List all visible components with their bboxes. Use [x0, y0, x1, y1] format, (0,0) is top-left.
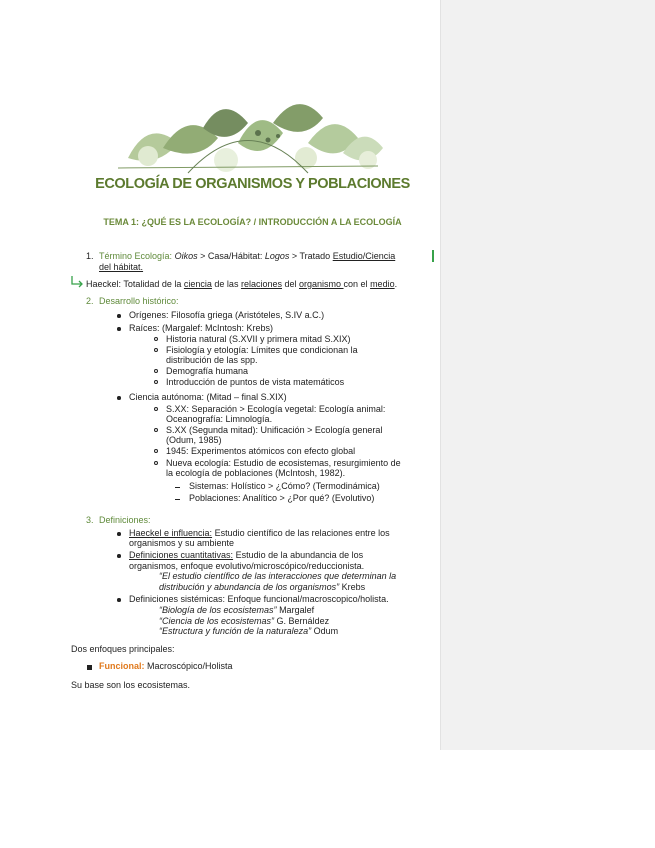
circle-bullet — [154, 348, 158, 352]
quote1: “Biología de los ecosistemas” — [159, 605, 277, 615]
haeckel-m3: con el — [343, 279, 371, 289]
arrow-icon — [71, 276, 85, 288]
haeckel-organismo: organismo — [299, 279, 344, 289]
bullet — [117, 396, 121, 400]
autonoma-sub-d2: la ecología de poblaciones (McIntosh, 1982). — [166, 468, 346, 478]
def2-line — [129, 550, 363, 561]
haeckel-prefix: Haeckel: Totalidad de la — [86, 279, 184, 289]
autonoma-sub-b2: (Odum, 1985) — [166, 435, 222, 445]
raices-sub-b2: distribución de las spp. — [166, 355, 258, 365]
def2-quote2: distribución y abundancia de los organismos” — [159, 582, 340, 592]
estudio-ciencia-link: Estudio/Ciencia — [332, 251, 396, 261]
quote3-author: Odum — [311, 626, 339, 636]
bullet — [117, 598, 121, 602]
quote3-line — [159, 626, 338, 637]
logos-term: Logos — [264, 251, 290, 261]
quote2: “Ciencia de los ecosistemas” — [159, 616, 275, 626]
quote1-line — [159, 605, 314, 616]
raices-item: Raíces: (Margalef: McIntosh: Krebs) — [129, 323, 274, 333]
document-subtitle: TEMA 1: ¿QUÉ ES LA ECOLOGÍA? / INTRODUCCIÓN A LA ECOLOGÍA — [103, 217, 402, 227]
quote3: “Estructura y función de la naturaleza” — [159, 626, 312, 636]
haeckel-definition — [86, 279, 397, 290]
autonoma-sub-a1: S.XX: Separación > Ecología vegetal: Ecología animal: — [166, 404, 386, 414]
section2-label: Desarrollo histórico: — [99, 296, 179, 306]
funcional-text: Macroscópico/Holista — [144, 661, 233, 671]
def1-text2: organismos y su ambiente — [129, 538, 235, 548]
circle-bullet — [154, 369, 158, 373]
section2-number: 2. — [86, 296, 94, 306]
section3-label: Definiciones: — [99, 515, 151, 525]
circle-bullet — [154, 407, 158, 411]
square-bullet — [87, 665, 92, 670]
autonoma-sub-d1: Nueva ecología: Estudio de ecosistemas, resurgimiento de — [166, 458, 401, 468]
leaf-decoration-image — [108, 88, 390, 178]
autonoma-item: Ciencia autónoma: (Mitad – final S.XIX) — [129, 392, 287, 402]
def2-text1: Estudio de la abundancia de los — [233, 550, 364, 560]
haeckel-medio: medio — [370, 279, 395, 289]
circle-bullet — [154, 449, 158, 453]
autonoma-sub-a2: Oceanografía: Limnología. — [166, 414, 273, 424]
def2-author: Krebs — [339, 582, 366, 592]
haeckel-m2: del — [281, 279, 299, 289]
def2-label: Definiciones cuantitativas: — [129, 550, 234, 560]
comment-pane — [440, 0, 655, 750]
enfoques-heading: Dos enfoques principales: — [71, 644, 175, 654]
document-title: ECOLOGÍA DE ORGANISMOS Y POBLACIONES — [95, 176, 410, 192]
sistemas-item: Sistemas: Holístico > ¿Cómo? (Termodinámica) — [189, 481, 380, 491]
autonoma-sub-c: 1945: Experimentos atómicos con efecto global — [166, 446, 356, 456]
circle-bullet — [154, 428, 158, 432]
raices-sub-a: Historia natural (S.XVII y primera mitad S.XIX) — [166, 334, 351, 344]
poblaciones-item: Poblaciones: Analítico > ¿Por qué? (Evolutivo) — [189, 493, 375, 503]
bullet — [117, 327, 121, 331]
raices-sub-c: Demografía humana — [166, 366, 249, 376]
def1-label: Haeckel e influencia: — [129, 528, 213, 538]
section1-number: 1. — [86, 251, 94, 261]
base-text: Su base son los ecosistemas. — [71, 680, 191, 690]
haeckel-ciencia: ciencia — [183, 279, 212, 289]
quote2-author: G. Bernáldez — [274, 616, 330, 626]
circle-bullet — [154, 461, 158, 465]
autonoma-sub-b1: S.XX (Segunda mitad): Unificación > Ecología general — [166, 425, 383, 435]
quote1-author: Margalef — [276, 605, 315, 615]
def2-text2: organismos, enfoque evolutivo/microscópico/reduccionista. — [129, 561, 365, 571]
dash-bullet — [175, 499, 180, 500]
section1-text2: > Tratado — [289, 251, 333, 261]
haeckel-m1: de las — [211, 279, 241, 289]
section3-number: 3. — [86, 515, 94, 525]
raices-sub-d: Introducción de puntos de vista matemáticos — [166, 377, 345, 387]
bullet — [117, 314, 121, 318]
raices-sub-b1: Fisiología y etología: Límites que condicionan la — [166, 345, 358, 355]
oikos-term: Oikos — [174, 251, 198, 261]
section1-text1: > Casa/Hábitat: — [197, 251, 265, 261]
haeckel-end: . — [394, 279, 398, 289]
def3-text: Definiciones sistémicas: Enfoque funcional/macroscopico/holista. — [129, 594, 389, 604]
def2-quote1: “El estudio científico de las interacciones que determinan la — [159, 571, 397, 581]
section1-label: Término Ecología: — [99, 251, 173, 261]
circle-bullet — [154, 337, 158, 341]
dash-bullet — [175, 487, 180, 488]
del-habitat-text: del hábitat. — [99, 262, 144, 272]
def2-quote2-line — [159, 582, 365, 593]
haeckel-relaciones: relaciones — [240, 279, 282, 289]
def1-text1: Estudio científico de las relaciones entre los — [212, 528, 390, 538]
funcional-label: Funcional: — [99, 661, 145, 671]
bullet — [117, 532, 121, 536]
funcional-line — [99, 661, 233, 672]
section1-line — [99, 251, 395, 262]
circle-bullet — [154, 380, 158, 384]
text-cursor — [432, 250, 434, 262]
bullet — [117, 554, 121, 558]
origenes-item: Orígenes: Filosofía griega (Aristóteles, S.IV a.C.) — [129, 310, 325, 320]
